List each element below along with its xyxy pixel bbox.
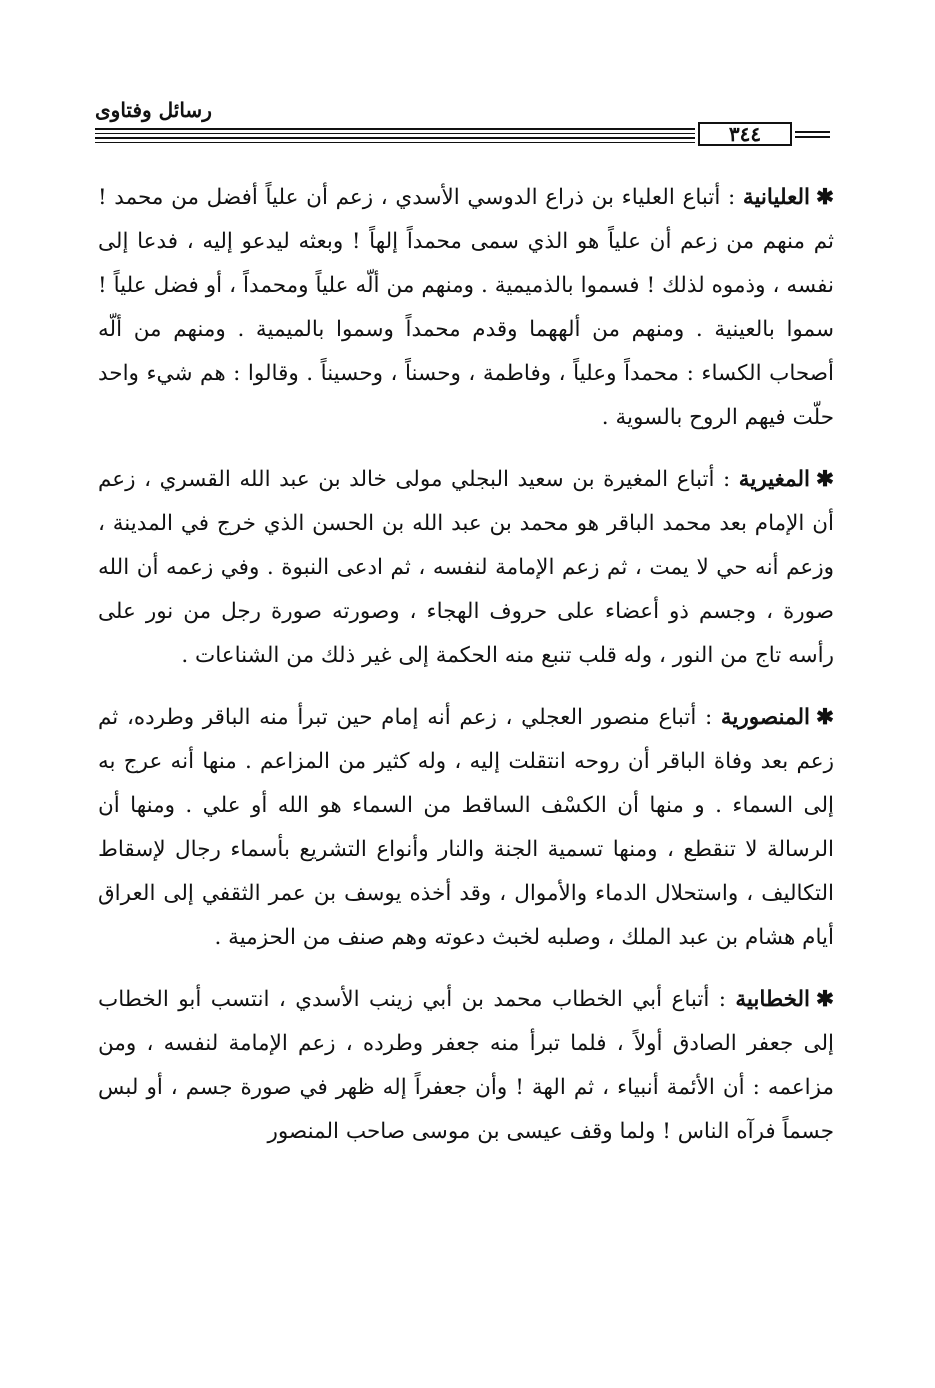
rule-line <box>95 133 695 134</box>
entry-term: المنصورية <box>720 705 810 730</box>
page-header <box>95 98 830 158</box>
header-rule <box>95 122 830 146</box>
entry-mughiriyya <box>98 458 834 678</box>
star-bullet-icon: ✱ <box>815 467 834 492</box>
star-bullet-icon: ✱ <box>815 705 834 730</box>
entry-paragraph <box>98 458 834 678</box>
entry-aliyaniyya <box>98 176 834 440</box>
entry-term: الخطابية <box>735 987 810 1012</box>
entry-term: المغيرية <box>738 467 810 492</box>
page-body <box>98 176 834 1172</box>
entry-paragraph <box>98 176 834 440</box>
running-title: رسائل وفتاوى <box>95 98 212 122</box>
entry-paragraph <box>98 696 834 960</box>
entry-text: : أتباع منصور العجلي ، زعم أنه إمام حين تبرأ منه الباقر وطرده، ثم زعم بعد وفاة الباقر أن روحه انتقلت إليه ، وله كثير من المزاعم . منها أنه عرج به إلى السماء . و منها أن الكسْف الساقط من السماء هو الله أو علي . ومنها أن الرسالة لا تنقطع ، ومنها تسمية الجنة والنار وأنواع التشريع بأسماء رجال لإسقاط التكاليف ، واستحلال الدماء والأموال ، وقد أخذه يوسف بن عمر الثقفي إلى العراق أيام هشام بن عبد الملك ، وصلبه لخبث دعوته وهم صنف من الحزمية . <box>98 705 834 950</box>
entry-term: العليانية <box>742 185 810 210</box>
star-bullet-icon: ✱ <box>815 185 834 210</box>
entry-text: : أتباع المغيرة بن سعيد البجلي مولى خالد بن عبد الله القسري ، زعم أن الإمام بعد محمد الباقر هو محمد بن عبد الله بن الحسن الذي خرج في المدينة ، وزعم أنه حي لا يمت ، ثم زعم الإمامة لنفسه ، ثم ادعى النبوة . وفي زعمه أن الله صورة ، وجسم ذو أعضاء على حروف الهجاء ، وصورته صورة رجل من نور على رأسه تاج من النور ، وله قلب تنبع منه الحكمة إلى غير ذلك من الشناعات . <box>98 467 834 668</box>
rule-line <box>795 136 830 138</box>
entry-text: : أتباع العلياء بن ذراع الدوسي الأسدي ، زعم أن علياً أفضل من محمد ! ثم منهم من زعم أن علياً هو الذي سمى محمداً إلهاً ! وبعثه ليدعو إليه ، فدعا إلى نفسه ، وذموه لذلك ! فسموا بالذميمية . ومنهم من ألّه علياً ومحمداً ، أو فضل علياً ! سموا بالعينية . ومنهم من ألههما وقدم محمداً وسموا بالميمية . ومنهم من ألّه أصحاب الكساء : محمداً وعلياً ، وفاطمة ، وحسناً ، وحسيناً . وقالوا : هم شيء واحد حلّت فيهم الروح بالسوية . <box>98 185 834 430</box>
rule-line <box>95 142 695 143</box>
rule-line <box>95 137 695 139</box>
entry-text: : أتباع أبي الخطاب محمد بن أبي زينب الأسدي ، انتسب أبو الخطاب إلى جعفر الصادق أولاً ، فلما تبرأ منه جعفر وطرده ، زعم الإمامة لنفسه ، ومن مزاعمه : أن الأئمة أنبياء ، ثم الهة ! وأن جعفراً إله ظهر في صورة جسم ، أو لبس جسماً فرآه الناس ! ولما وقف عيسى بن موسى صاحب المنصور <box>98 987 834 1144</box>
rule-line <box>795 131 830 133</box>
entry-khattabiyya <box>98 978 834 1154</box>
entry-mansuriyya <box>98 696 834 960</box>
rule-line <box>95 128 695 130</box>
page-number: ٣٤٤ <box>698 122 792 146</box>
star-bullet-icon: ✱ <box>815 987 834 1012</box>
entry-paragraph <box>98 978 834 1154</box>
